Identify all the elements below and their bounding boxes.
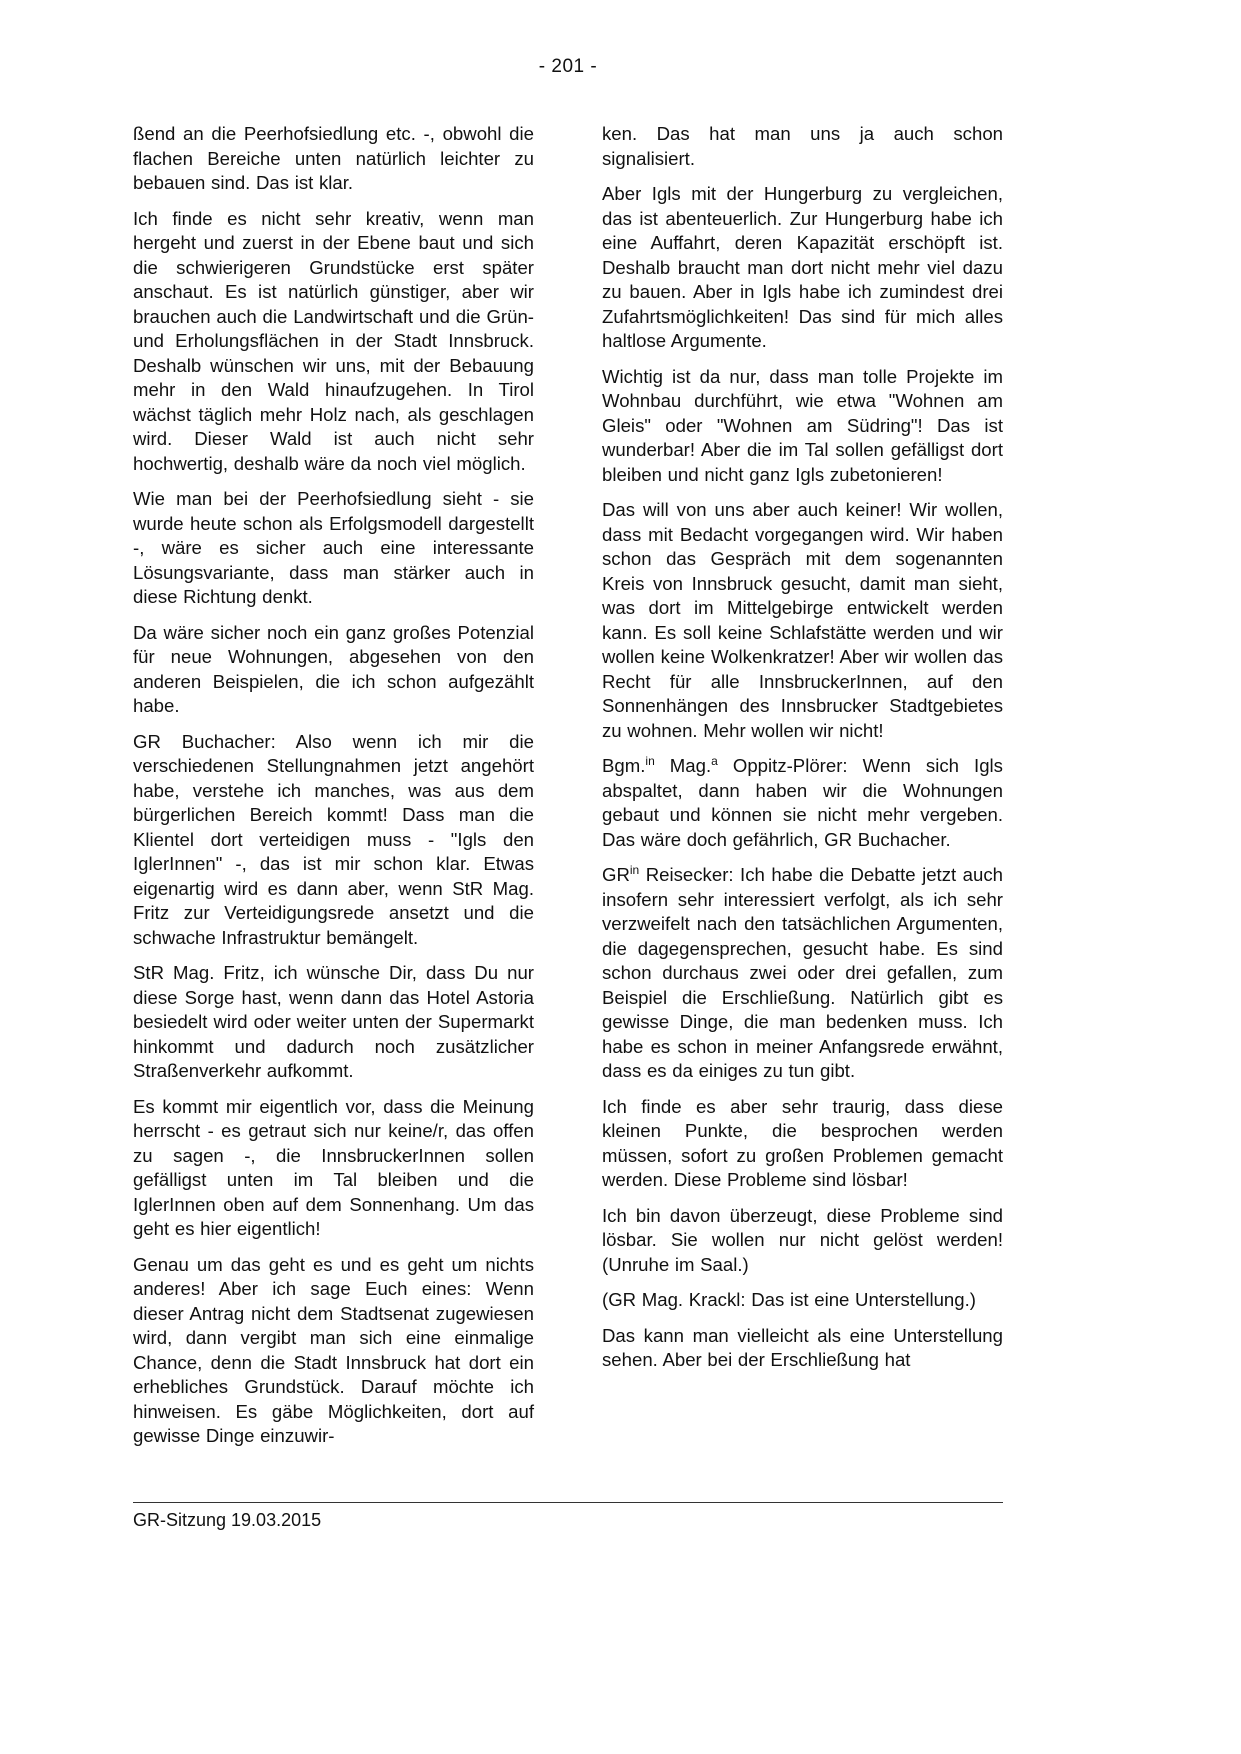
paragraph: [602, 1324, 1003, 1373]
right-column: [602, 122, 1003, 1460]
paragraph-text: ken. Das hat man uns ja auch schon signalisiert.: [602, 123, 1003, 169]
paragraph-text: Da wäre sicher noch ein ganz großes Potenzial für neue Wohnungen, abgesehen von den anderen Beispielen, die ich schon aufgezählt habe.: [133, 621, 534, 716]
paragraph: [133, 1095, 534, 1242]
paragraph-text: Oppitz-Plörer: Wenn sich Igls abspaltet, dann haben wir die Wohnungen gebaut und können sie nicht mehr vergeben. Das wäre doch gefährlich, GR Buchacher.: [602, 755, 1003, 850]
superscript-suffix: in: [645, 753, 655, 768]
paragraph-text: (GR Mag. Krackl: Das ist eine Unterstellung.): [602, 1289, 976, 1310]
paragraph-text: Es kommt mir eigentlich vor, dass die Meinung herrscht - es getraut sich nur keine/r, das offen zu sagen -, die InnsbruckerInnen sollen gefälligst unten im Tal bleiben und die IglerInnen oben auf dem Sonnenhang. Um das geht es hier eigentlich!: [133, 1095, 534, 1239]
left-column: [133, 122, 534, 1460]
paragraph-text: Aber Igls mit der Hungerburg zu vergleichen, das ist abenteuerlich. Zur Hungerburg habe ich eine Auffahrt, deren Kapazität erschöpft ist. Deshalb braucht man dort nicht mehr viel dazu zu bauen. Aber in Igls habe ich zumindest drei Zufahrtsmöglichkeiten! Das sind für mich alles haltlose Argumente.: [602, 183, 1003, 351]
paragraph-text: Genau um das geht es und es geht um nichts anderes! Aber ich sage Euch eines: Wenn dieser Antrag nicht dem Stadtsenat zugewiesen wird, dann vergibt man sich eine einmalige Chance, denn die Stadt Innsbruck hat dort ein erhebliches Grundstück. Darauf möchte ich hinweisen. Es gäbe Möglichkeiten, dort auf gewisse Dinge einzuwir-: [133, 1253, 534, 1446]
paragraph: [602, 1204, 1003, 1278]
paragraph-text: Reisecker: Ich habe die Debatte jetzt auch insofern sehr interessiert verfolgt, als ich sehr verzweifelt nach den tatsächlichen Argumenten, die dagegensprechen, gesucht habe. Es sind schon durchaus zwei oder drei gefallen, zum Beispiel die Erschließung. Natürlich gibt es gewisse Dinge, die man bedenken muss. Ich habe es schon in meiner Anfangsrede erwähnt, dass es da einiges zu tun gibt.: [602, 864, 1003, 1081]
paragraph: [602, 863, 1003, 1084]
paragraph: [133, 1253, 534, 1449]
footer-divider: [133, 1502, 1003, 1503]
paragraph-text: Bgm.: [602, 755, 646, 776]
paragraph: [133, 122, 534, 196]
paragraph: [133, 961, 534, 1084]
footer-text: GR-Sitzung 19.03.2015: [133, 1510, 322, 1530]
paragraph-text: Ich finde es aber sehr traurig, dass diese kleinen Punkte, die besprochen werden müssen, sofort zu großen Problemen gemacht werden. Diese Probleme sind lösbar!: [602, 1095, 1003, 1190]
text-columns: [133, 122, 1003, 1460]
paragraph: [602, 1288, 1003, 1313]
paragraph-text: Ich bin davon überzeugt, diese Probleme sind lösbar. Sie wollen nur nicht gelöst werden! (Unruhe im Saal.): [602, 1204, 1003, 1275]
paragraph-text: Das kann man vielleicht als eine Unterstellung sehen. Aber bei der Erschließung hat: [602, 1324, 1003, 1370]
paragraph-text: Mag.: [654, 755, 712, 776]
paragraph-text: Das will von uns aber auch keiner! Wir wollen, dass mit Bedacht vorgegangen wird. Wir haben schon das Gespräch mit dem sogenannten Kreis von Innsbruck gesucht, damit man sieht, was dort im Mittelgebirge entwickelt werden kann. Es soll keine Schlafstätte werden und wir wollen keine Wolkenkratzer! Aber wir wollen das Recht für alle InnsbruckerInnen, auf den Sonnenhängen des Innsbrucker Stadtgebietes zu wohnen. Mehr wollen wir nicht!: [602, 499, 1003, 741]
superscript-suffix: a: [711, 753, 718, 768]
paragraph-text: StR Mag. Fritz, ich wünsche Dir, dass Du nur diese Sorge hast, wenn dann das Hotel Astoria besiedelt wird oder weiter unten der Supermarkt hinkommt und dadurch noch zusätzlicher Straßenverkehr aufkommt.: [133, 962, 534, 1081]
paragraph: [133, 621, 534, 719]
page-footer: [133, 1502, 1003, 1531]
paragraph: [602, 498, 1003, 743]
paragraph: [602, 122, 1003, 171]
paragraph: [133, 730, 534, 951]
page-number: - 201 -: [538, 56, 598, 77]
paragraph-text: ßend an die Peerhofsiedlung etc. -, obwohl die flachen Bereiche unten natürlich leichter zu bebauen sind. Das ist klar.: [133, 123, 534, 193]
paragraph-text: Ich finde es nicht sehr kreativ, wenn man hergeht und zuerst in der Ebene baut und sich die schwierigeren Grundstücke erst später anschaut. Es ist natürlich günstiger, aber wir brauchen auch die Landwirtschaft und die Grün- und Erholungsflächen in der Stadt Innsbruck. Deshalb wünschen wir uns, mit der Bebauung mehr in den Wald hinaufzugehen. In Tirol wächst täglich mehr Holz nach, als geschlagen wird. Dieser Wald ist auch nicht sehr hochwertig, deshalb wäre da noch viel möglich.: [133, 207, 534, 474]
paragraph: [133, 207, 534, 477]
paragraph: [602, 182, 1003, 354]
paragraph: [602, 754, 1003, 852]
superscript-suffix: in: [629, 862, 640, 877]
paragraph-text: Wichtig ist da nur, dass man tolle Projekte im Wohnbau durchführt, wie etwa "Wohnen am Gleis" oder "Wohnen am Südring"! Das ist wunderbar! Aber die im Tal sollen gefälligst dort bleiben und nicht ganz Igls zubetonieren!: [602, 365, 1003, 485]
paragraph: [602, 1095, 1003, 1193]
paragraph: [602, 365, 1003, 488]
paragraph: [133, 487, 534, 610]
paragraph-text: GR: [602, 864, 630, 885]
paragraph-text: Wie man bei der Peerhofsiedlung sieht - sie wurde heute schon als Erfolgsmodell dargestellt -, wäre es sicher auch eine interessante Lösungsvariante, dass man stärker auch in diese Richtung denkt.: [133, 488, 534, 607]
paragraph-text: GR Buchacher: Also wenn ich mir die verschiedenen Stellungnahmen jetzt angehört habe, verstehe ich manches, was aus dem bürgerlichen Bereich kommt! Dass man die Klientel dort verteidigen muss - "Igls den IglerInnen" -, das ist mir schon klar. Etwas eigenartig wird es dann aber, wenn StR Mag. Fritz zur Verteidigungsrede ansetzt und die schwache Infrastruktur bemängelt.: [133, 730, 534, 948]
